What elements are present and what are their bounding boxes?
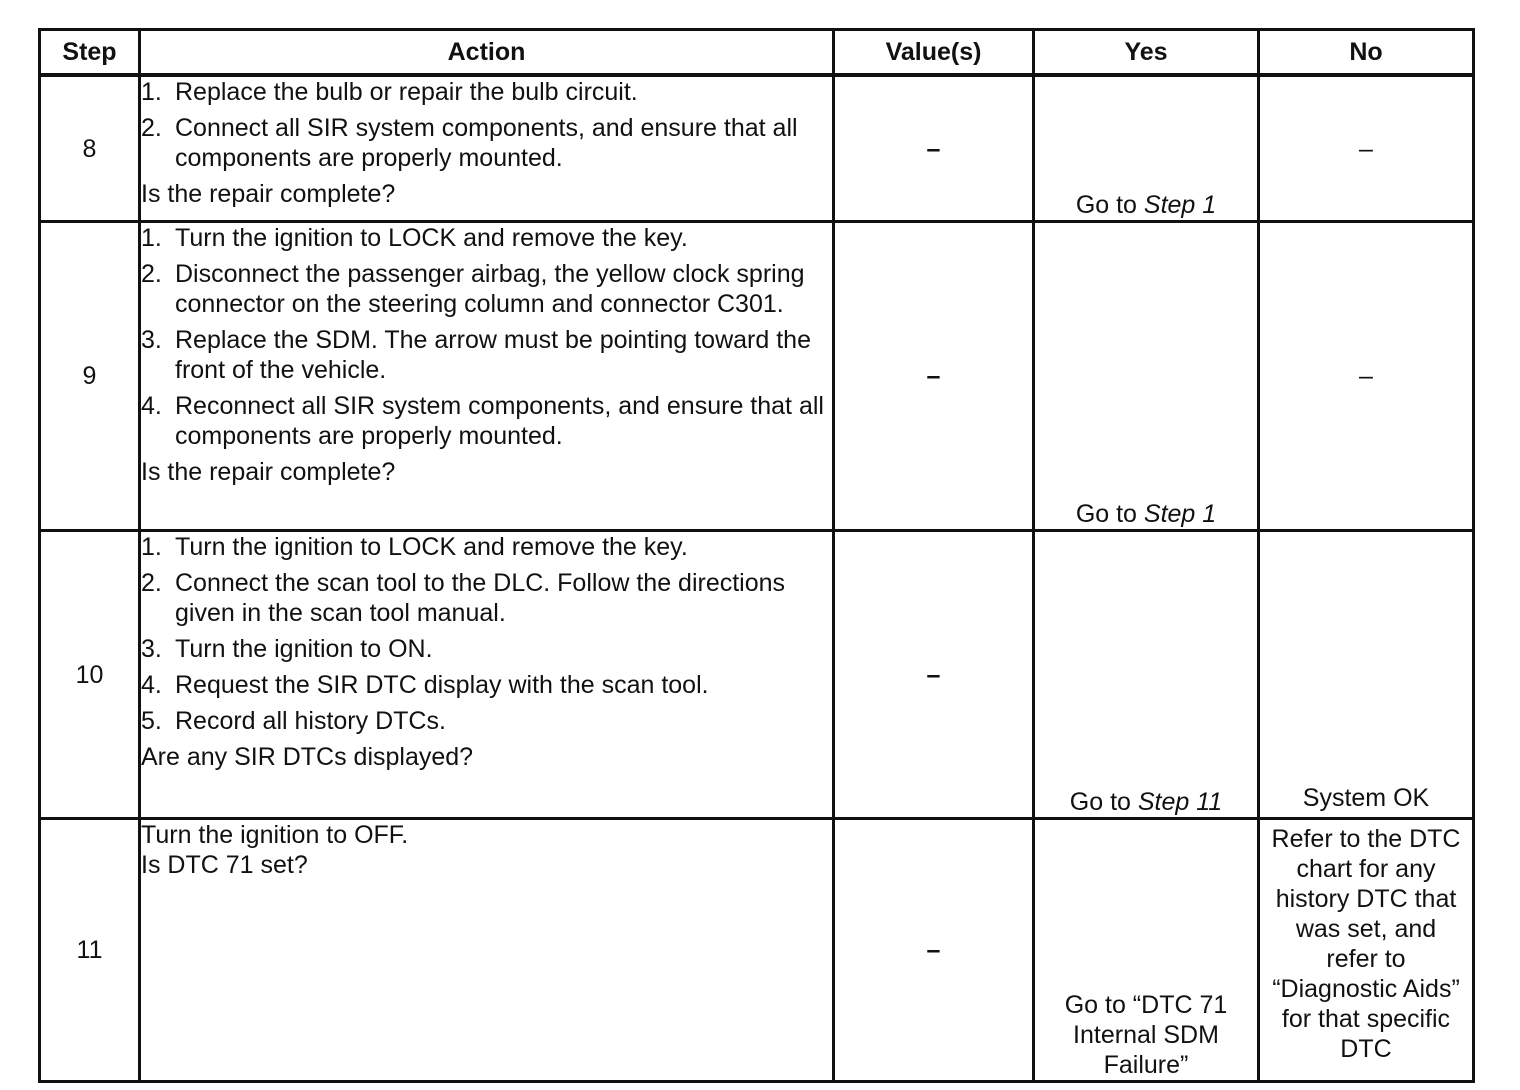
action-list <box>141 77 832 173</box>
action-item-number: 4. <box>141 392 162 420</box>
action-line: Turn the ignition to OFF. <box>141 821 409 849</box>
action-cell <box>140 819 834 1082</box>
action-item-number: 2. <box>141 260 162 288</box>
header-action: Action <box>140 30 834 76</box>
action-item-number: 5. <box>141 707 162 735</box>
step-number: 10 <box>40 531 140 819</box>
header-step: Step <box>40 30 140 76</box>
yes-cell <box>1034 531 1259 819</box>
yes-cell <box>1034 75 1259 222</box>
action-question: Is DTC 71 set? <box>141 851 308 879</box>
action-item-number: 2. <box>141 114 162 142</box>
action-item <box>141 259 832 319</box>
diagnostic-table <box>38 28 1475 1083</box>
action-item-number: 1. <box>141 533 162 561</box>
action-item-text: Connect all SIR system components, and ensure that all components are properly mounted. <box>175 114 798 172</box>
action-item-number: 2. <box>141 569 162 597</box>
action-item-number: 3. <box>141 326 162 354</box>
action-item-text: Request the SIR DTC display with the scan tool. <box>175 671 709 699</box>
yes-cell: Go to “DTC 71 Internal SDM Failure” <box>1034 819 1259 1082</box>
action-item-text: Turn the ignition to ON. <box>175 635 433 663</box>
table-row <box>40 75 1474 222</box>
action-question: Are any SIR DTCs displayed? <box>141 743 474 771</box>
action-item-text: Replace the SDM. The arrow must be pointing toward the front of the vehicle. <box>175 326 811 384</box>
action-item-number: 4. <box>141 671 162 699</box>
no-cell: Refer to the DTC chart for any history DTC that was set, and refer to “Diagnostic Aids” for that specific DTC <box>1259 819 1474 1082</box>
action-item <box>141 223 832 253</box>
action-item <box>141 670 832 700</box>
no-cell: System OK <box>1259 531 1474 819</box>
header-row <box>40 30 1474 76</box>
step-number: 8 <box>40 75 140 222</box>
value-cell: – <box>834 75 1034 222</box>
action-cell <box>140 531 834 819</box>
action-cell <box>140 222 834 531</box>
value-cell: – <box>834 819 1034 1082</box>
value-cell: – <box>834 531 1034 819</box>
action-list <box>141 223 832 451</box>
action-item <box>141 325 832 385</box>
yes-prefix: Go to <box>1069 788 1138 816</box>
action-item <box>141 113 832 173</box>
action-item-number: 3. <box>141 635 162 663</box>
yes-cell <box>1034 222 1259 531</box>
header-no: No <box>1259 30 1474 76</box>
step-number: 9 <box>40 222 140 531</box>
action-item-number: 1. <box>141 224 162 252</box>
action-item-text: Turn the ignition to LOCK and remove the key. <box>175 533 688 561</box>
action-cell <box>140 75 834 222</box>
action-question: Is the repair complete? <box>141 180 396 208</box>
table-row <box>40 222 1474 531</box>
header-yes: Yes <box>1034 30 1259 76</box>
action-item-text: Connect the scan tool to the DLC. Follow the directions given in the scan tool manual. <box>175 569 786 627</box>
action-item-text: Turn the ignition to LOCK and remove the key. <box>175 224 688 252</box>
action-list <box>141 532 832 736</box>
action-item-text: Record all history DTCs. <box>175 707 446 735</box>
action-item-text: Disconnect the passenger airbag, the yellow clock spring connector on the steering column and connector C301. <box>175 260 805 318</box>
no-cell: – <box>1259 222 1474 531</box>
table-row <box>40 531 1474 819</box>
action-item <box>141 532 832 562</box>
yes-step-ref: Step 1 <box>1143 500 1217 528</box>
yes-prefix: Go to <box>1075 191 1144 219</box>
action-item <box>141 634 832 664</box>
action-item-number: 1. <box>141 78 162 106</box>
action-item <box>141 391 832 451</box>
action-item <box>141 568 832 628</box>
action-item-text: Reconnect all SIR system components, and ensure that all components are properly mounted. <box>175 392 824 450</box>
yes-step-ref: Step 1 <box>1143 191 1217 219</box>
action-item-text: Replace the bulb or repair the bulb circuit. <box>175 78 638 106</box>
action-question: Is the repair complete? <box>141 458 396 486</box>
value-cell: – <box>834 222 1034 531</box>
table-row <box>40 819 1474 1082</box>
yes-step-ref: Step 11 <box>1137 788 1223 816</box>
action-item <box>141 77 832 107</box>
step-number: 11 <box>40 819 140 1082</box>
no-cell: – <box>1259 75 1474 222</box>
header-values: Value(s) <box>834 30 1034 76</box>
action-item <box>141 706 832 736</box>
yes-prefix: Go to <box>1075 500 1144 528</box>
